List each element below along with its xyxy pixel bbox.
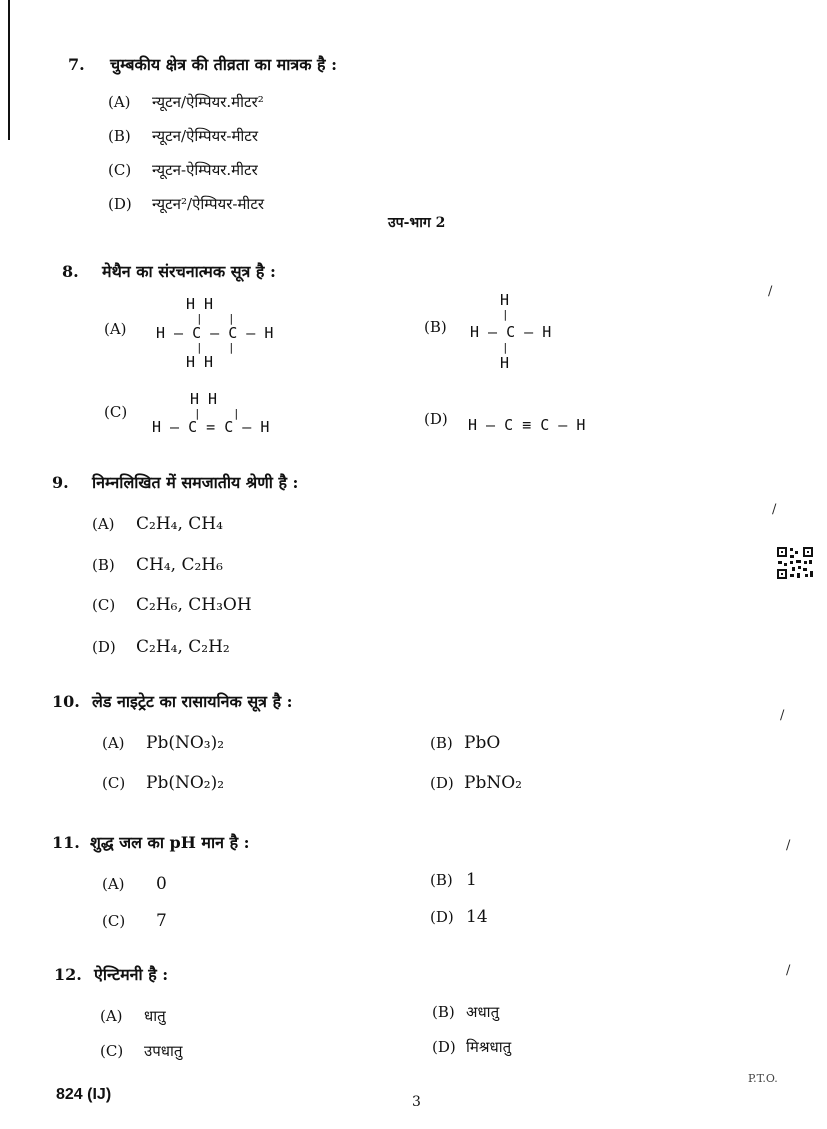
q8-a-bond-top-2: |: [228, 312, 235, 325]
q9-option-d: (D) C₂H₄, C₂H₂: [92, 637, 230, 657]
page-number: 3: [412, 1094, 421, 1110]
q8-text: मेथैन का संरचनात्मक सूत्र है :: [102, 262, 276, 281]
q10-option-b: (B) PbO: [430, 733, 501, 753]
q8-a-bottom-h: H H: [186, 353, 214, 371]
q8-mark: /: [768, 284, 773, 299]
q8-b-main: H – C – H: [470, 323, 552, 341]
q9-mark: /: [772, 502, 777, 517]
q8-c-bond-2: |: [233, 407, 240, 420]
q11-mark: /: [786, 838, 791, 853]
q10-option-d: (D) PbNO₂: [430, 773, 522, 793]
paper-code: 824 (IJ): [56, 1086, 112, 1103]
q12-option-b: (B) अधातु: [432, 1003, 500, 1021]
margin-line: [8, 0, 10, 140]
q7-option-d: (D) न्यूटन²/ऐम्पियर-मीटर: [108, 195, 265, 213]
q11-option-a: (A) 0: [102, 874, 167, 894]
q11-option-d: (D) 14: [430, 907, 488, 927]
q7-text: चुम्बकीय क्षेत्र की तीव्रता का मात्रक है :: [110, 55, 338, 74]
q7-option-b: (B) न्यूटन/ऐम्पियर-मीटर: [108, 127, 259, 145]
q8-option-b-label: (B): [424, 318, 447, 336]
q9-option-a: (A) C₂H₄, CH₄: [92, 514, 223, 534]
q11-option-b: (B) 1: [430, 870, 477, 890]
q12-mark: /: [786, 963, 791, 978]
q8-b-bond-bot: |: [502, 341, 509, 354]
q12-option-d: (D) मिश्रधातु: [432, 1038, 512, 1056]
q8-option-a-label: (A): [104, 320, 127, 338]
q9-text: निम्नलिखित में समजातीय श्रेणी है :: [92, 473, 299, 492]
q8-a-bond-bot-2: |: [228, 341, 235, 354]
q12-option-a: (A) धातु: [100, 1007, 166, 1025]
q8-b-bottom-h: H: [500, 354, 510, 372]
q10-text: लेड नाइट्रेट का रासायनिक सूत्र है :: [92, 692, 293, 711]
q10-number: 10.: [52, 692, 80, 711]
q8-option-c-label: (C): [104, 403, 128, 421]
q10-mark: /: [780, 708, 785, 723]
q8-c-top-h: H H: [190, 390, 218, 408]
q8-number: 8.: [62, 262, 79, 281]
q8-c-main: H – C = C – H: [152, 418, 270, 436]
q8-a-top-h: H H: [186, 295, 214, 313]
q8-b-top-h: H: [500, 291, 510, 309]
q12-text: ऐन्टिमनी है :: [94, 965, 169, 984]
q11-text: शुद्ध जल का pH मान है :: [90, 833, 250, 852]
q9-option-c: (C) C₂H₆, CH₃OH: [92, 595, 252, 615]
q7-option-c: (C) न्यूटन-ऐम्पियर.मीटर: [108, 161, 258, 179]
q8-a-bond-bot-1: |: [196, 341, 203, 354]
q8-c-bond-1: |: [194, 407, 201, 420]
q9-number: 9.: [52, 473, 69, 492]
pto-note: P.T.O.: [748, 1072, 778, 1085]
section-heading: उप-भाग 2: [388, 215, 446, 231]
q10-option-c: (C) Pb(NO₂)₂: [102, 773, 225, 793]
q12-option-c: (C) उपधातु: [100, 1042, 183, 1060]
q8-d-formula: H – C ≡ C – H: [468, 416, 586, 434]
q12-number: 12.: [54, 965, 82, 984]
q8-a-main: H – C – C – H: [156, 324, 274, 342]
q8-b-bond-top: |: [502, 308, 509, 321]
q10-option-a: (A) Pb(NO₃)₂: [102, 733, 225, 753]
q11-number: 11.: [52, 833, 80, 852]
qr-code-icon: [776, 546, 814, 580]
q8-a-bond-top-1: |: [196, 312, 203, 325]
q7-number: 7.: [68, 55, 85, 74]
q9-option-b: (B) CH₄, C₂H₆: [92, 555, 223, 575]
q7-option-a: (A) न्यूटन/ऐम्पियर.मीटर²: [108, 93, 264, 111]
q8-option-d-label: (D): [424, 410, 448, 428]
q11-option-c: (C) 7: [102, 911, 167, 931]
